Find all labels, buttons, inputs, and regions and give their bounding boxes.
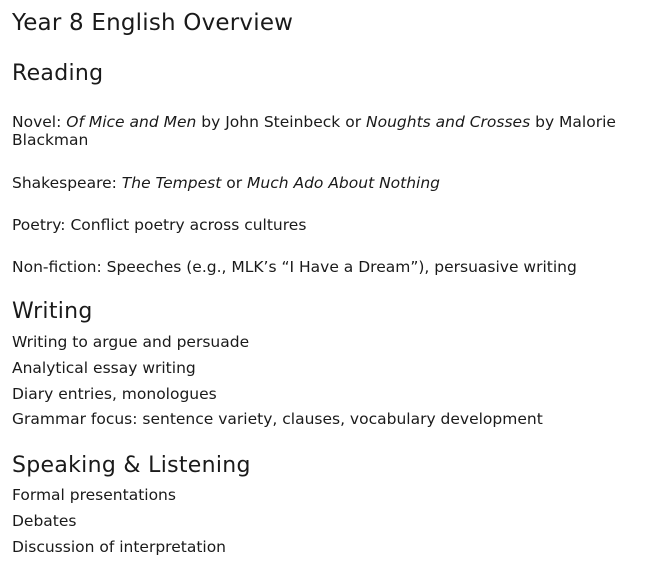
- novel-paragraph: [12, 113, 622, 149]
- page-title: Year 8 English Overview: [12, 10, 294, 36]
- list-item: Discussion of interpretation: [12, 537, 227, 556]
- novel-title-2: Noughts and Crosses: [366, 113, 531, 131]
- novel-author-1: by John Steinbeck or: [196, 113, 366, 131]
- list-item: Formal presentations: [12, 486, 176, 504]
- shakespeare-title-1: The Tempest: [121, 174, 222, 192]
- list-item: Debates: [12, 511, 77, 530]
- list-item: Writing to argue and persuade: [12, 333, 250, 351]
- reading-heading: Reading: [12, 61, 104, 86]
- list-item: Diary entries, monologues: [12, 384, 217, 403]
- shakespeare-paragraph: [12, 174, 622, 192]
- list-item: Grammar focus: sentence variety, clauses, vocabulary development: [12, 410, 543, 429]
- novel-label: Novel:: [12, 113, 67, 131]
- list-item: Analytical essay writing: [12, 358, 196, 377]
- novel-title-1: Of Mice and Men: [66, 113, 197, 131]
- novel-author-2: by Malorie Blackman: [12, 113, 616, 149]
- speaking-list: [12, 483, 226, 560]
- writing-list: [12, 330, 543, 433]
- shakespeare-title-2: Much Ado About Nothing: [247, 174, 441, 192]
- poetry-paragraph: Poetry: Conflict poetry across cultures: [12, 216, 307, 234]
- nonfiction-paragraph: Non-fiction: Speeches (e.g., MLK’s “I Have a Dream”), persuasive writing: [12, 258, 577, 276]
- shakespeare-or: or: [221, 174, 247, 192]
- writing-heading: Writing: [12, 299, 93, 324]
- shakespeare-label: Shakespeare:: [12, 174, 122, 192]
- speaking-listening-heading: Speaking & Listening: [12, 453, 251, 478]
